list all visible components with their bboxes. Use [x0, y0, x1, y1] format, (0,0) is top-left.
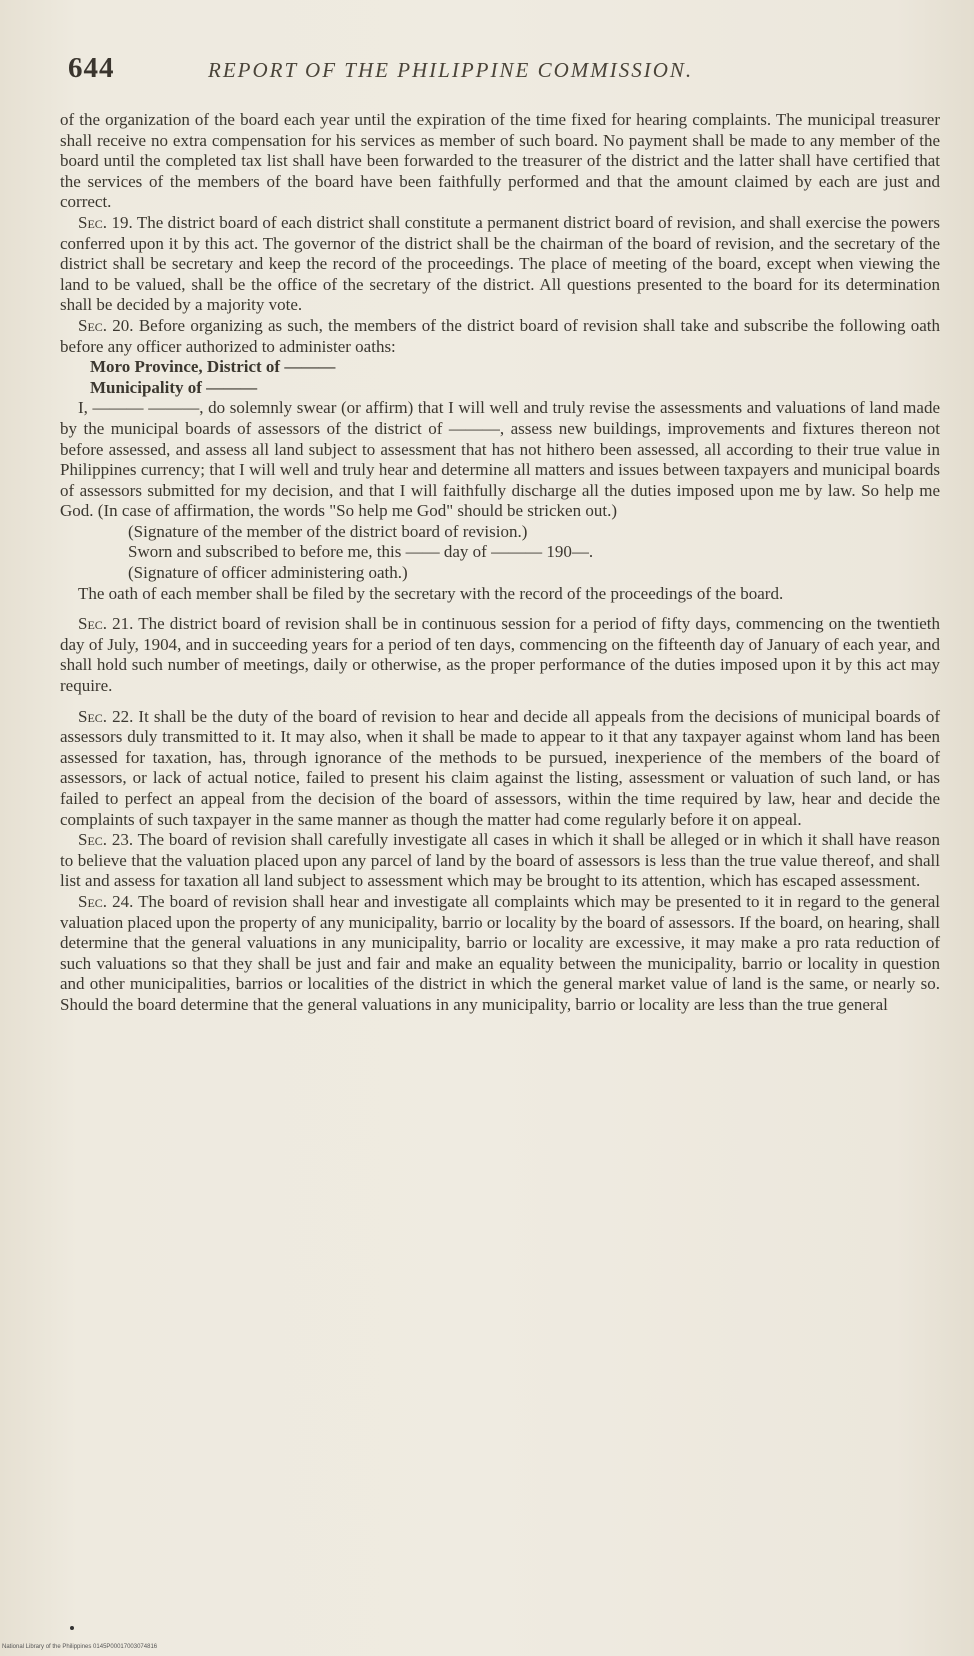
paragraph-text: The board of revision shall hear and investigate all complaints which may be presented to it in regard to the general valuation placed upon the property of any municipality, barrio or locality by the board of assessors. If the board, on hearing, shall determine that the general valuations in any municipality, barrio or locality are excessive, it may make a pro rata reduction of such valuations so that they shall be just and fair and make an equality between the municipality, barrio or locality in question and other municipalities, barrios or localities of the district in which the general market value of land is the same, or nearly so. Should the board determine that the general valuations in any municipality, barrio or locality are less than the true general	[60, 891, 940, 1014]
paragraph-text: The board of revision shall carefully investigate all cases in which it shall be alleged or in which it shall have reason to believe that the valuation placed upon any parcel of land by the board of assessors is less than the true value thereof, and shall list and assess for taxation all land subject to assessment which may be brought to its attention, which has escaped assessment.	[60, 830, 941, 891]
oath-form-municipality-line	[60, 378, 940, 399]
signature-text: (Signature of officer administering oath.)	[128, 563, 408, 583]
page-number: 644	[68, 52, 115, 84]
form-text: Municipality of ———	[90, 377, 258, 397]
section-number: Sec. 23.	[78, 830, 134, 850]
scan-speck	[70, 1626, 74, 1630]
signature-text: Sworn and subscribed to before me, this —— day of ——— 190—.	[128, 542, 594, 562]
paragraph-text: The district board of revision shall be in continuous session for a period of fifty days, commencing on the twentieth day of July, 1904, and in succeeding years for a period of ten days, commencing on the fifteenth day of January of each year, and shall hold such number of meetings, daily or otherwise, as the proper performance of the duties imposed upon it by this act may require.	[60, 614, 941, 696]
oath-text	[60, 398, 940, 522]
paragraph-oath-filing	[60, 584, 940, 605]
section-number: Sec. 19.	[78, 212, 133, 232]
paragraph-text: The district board of each district shall constitute a permanent district board of revision, and shall exercise the powers conferred upon it by this act. The governor of the district shall be the chairman of the board of revision, and the secretary of the district shall be secretary and keep the record of the proceedings. The place of meeting of the board, except when viewing the land to be valued, shall be the office of the secretary of the district. All questions presented to the board for its determination shall be decided by a majority vote.	[60, 212, 941, 315]
paragraph-text: Before organizing as such, the members of the district board of revision shall take and subscribe the following oath before any officer authorized to administer oaths:	[60, 315, 940, 356]
signature-line-officer	[60, 563, 940, 584]
scan-credit: National Library of the Philippines 0145P00017003074816	[2, 1644, 158, 1650]
form-text: Moro Province, District of ———	[90, 357, 336, 377]
signature-text: (Signature of the member of the district board of revision.)	[128, 521, 528, 541]
paragraph-sec-20	[60, 316, 940, 357]
paragraph-sec-23	[60, 830, 940, 892]
paragraph-text: The oath of each member shall be filed by the secretary with the record of the proceedings of the board.	[78, 583, 784, 603]
paragraph	[60, 110, 940, 213]
paragraph-text: of the organization of the board each year until the expiration of the time fixed for hearing complaints. The municipal treasurer shall receive no extra compensation for his services as member of such board. No payment shall be made to any member of the board until the completed tax list shall have been forwarded to the treasurer of the district and the latter shall have certified that the services of the members of the board have been faithfully performed and that the amount claimed by each are just and correct.	[60, 110, 940, 212]
paragraph-text: I, ——— ———, do solemnly swear (or affirm) that I will well and truly revise the assessments and valuations of land made by the municipal boards of assessors of the district of ———, assess new buildings, improvements and fixtures thereon not before assessed, and assess all land subject to assessment that has not hithero been assessed, all according to their true value in Philippines currency; that I will well and truly hear and determine all matters and issues between taxpayers and municipal boards of assessors submitted for my decision, and that I will faithfully discharge all the duties imposed upon me by law. So help me God. (In case of affirmation, the words "So help me God" should be stricken out.)	[60, 398, 940, 521]
sworn-line	[60, 542, 940, 563]
oath-form-district-line	[60, 357, 940, 378]
paragraph-sec-21	[60, 614, 940, 696]
body-text	[60, 110, 940, 1016]
paragraph-sec-19	[60, 213, 940, 316]
section-number: Sec. 22.	[78, 706, 134, 726]
section-number: Sec. 21.	[78, 614, 134, 634]
running-head: REPORT OF THE PHILIPPINE COMMISSION.	[208, 58, 694, 82]
section-number: Sec. 20.	[78, 315, 134, 335]
page-header	[68, 52, 928, 92]
section-number: Sec. 24.	[78, 891, 134, 911]
signature-line-member	[60, 522, 940, 543]
paragraph-sec-22	[60, 707, 940, 831]
paragraph-sec-24	[60, 892, 940, 1016]
paragraph-text: It shall be the duty of the board of revision to hear and decide all appeals from the decisions of municipal boards of assessors duly transmitted to it. It may also, when it shall be made to appear to it that any taxpayer against whom land has been assessed for taxation, has, through ignorance of the methods to be pursued, inexperience of the members of the board of assessors, or lack of actual notice, failed to present his claim against the listing, assessment or valuation of such land, or has failed to perfect an appeal from the decision of the board of assessors, within the time required by law, hear and decide the complaints of such taxpayer in the same manner as though the matter had come regularly before it on appeal.	[60, 706, 940, 829]
